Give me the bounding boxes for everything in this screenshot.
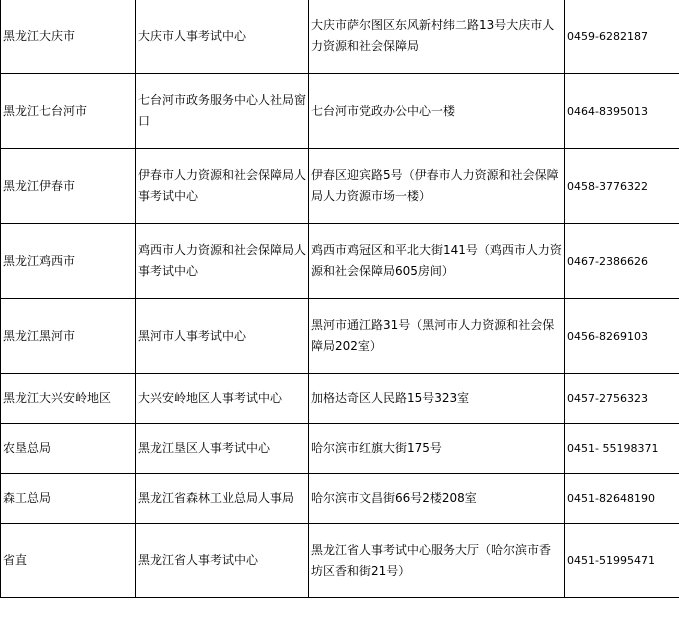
table-row bbox=[1, 74, 679, 149]
region-cell: 黑龙江伊春市 bbox=[1, 149, 136, 224]
region-cell: 黑龙江大兴安岭地区 bbox=[1, 374, 136, 424]
address-cell: 黑龙江省人事考试中心服务大厅（哈尔滨市香坊区香和街21号） bbox=[309, 524, 565, 598]
region-cell: 农垦总局 bbox=[1, 424, 136, 474]
address-cell: 鸡西市鸡冠区和平北大街141号（鸡西市人力资源和社会保障局605房间） bbox=[309, 224, 565, 299]
table-row bbox=[1, 299, 679, 374]
table-row bbox=[1, 149, 679, 224]
office-cell: 黑龙江垦区人事考试中心 bbox=[136, 424, 309, 474]
phone-cell: 0451-82648190 bbox=[565, 474, 679, 524]
region-cell: 黑龙江大庆市 bbox=[1, 0, 136, 74]
office-cell: 七台河市政务服务中心人社局窗口 bbox=[136, 74, 309, 149]
phone-cell: 0456-8269103 bbox=[565, 299, 679, 374]
table-row bbox=[1, 474, 679, 524]
address-cell: 伊春区迎宾路5号（伊春市人力资源和社会保障局人力资源市场一楼） bbox=[309, 149, 565, 224]
table-row bbox=[1, 374, 679, 424]
phone-cell: 0467-2386626 bbox=[565, 224, 679, 299]
region-cell: 黑龙江鸡西市 bbox=[1, 224, 136, 299]
address-cell: 七台河市党政办公中心一楼 bbox=[309, 74, 565, 149]
address-cell: 大庆市萨尔图区东风新村纬二路13号大庆市人力资源和社会保障局 bbox=[309, 0, 565, 74]
phone-cell: 0451- 55198371 bbox=[565, 424, 679, 474]
region-cell: 森工总局 bbox=[1, 474, 136, 524]
table-row bbox=[1, 224, 679, 299]
address-cell: 黑河市通江路31号（黑河市人力资源和社会保障局202室） bbox=[309, 299, 565, 374]
table-row bbox=[1, 524, 679, 598]
office-cell: 大庆市人事考试中心 bbox=[136, 0, 309, 74]
phone-cell: 0464-8395013 bbox=[565, 74, 679, 149]
phone-cell: 0458-3776322 bbox=[565, 149, 679, 224]
office-cell: 鸡西市人力资源和社会保障局人事考试中心 bbox=[136, 224, 309, 299]
address-cell: 加格达奇区人民路15号323室 bbox=[309, 374, 565, 424]
phone-cell: 0457-2756323 bbox=[565, 374, 679, 424]
region-cell: 黑龙江黑河市 bbox=[1, 299, 136, 374]
region-cell: 黑龙江七台河市 bbox=[1, 74, 136, 149]
office-cell: 大兴安岭地区人事考试中心 bbox=[136, 374, 309, 424]
address-cell: 哈尔滨市文昌街66号2楼208室 bbox=[309, 474, 565, 524]
office-cell: 黑河市人事考试中心 bbox=[136, 299, 309, 374]
phone-cell: 0459-6282187 bbox=[565, 0, 679, 74]
office-cell: 伊春市人力资源和社会保障局人事考试中心 bbox=[136, 149, 309, 224]
office-cell: 黑龙江省森林工业总局人事局 bbox=[136, 474, 309, 524]
office-cell: 黑龙江省人事考试中心 bbox=[136, 524, 309, 598]
table-row bbox=[1, 424, 679, 474]
region-cell: 省直 bbox=[1, 524, 136, 598]
address-cell: 哈尔滨市红旗大街175号 bbox=[309, 424, 565, 474]
phone-cell: 0451-51995471 bbox=[565, 524, 679, 598]
table-row bbox=[1, 0, 679, 74]
